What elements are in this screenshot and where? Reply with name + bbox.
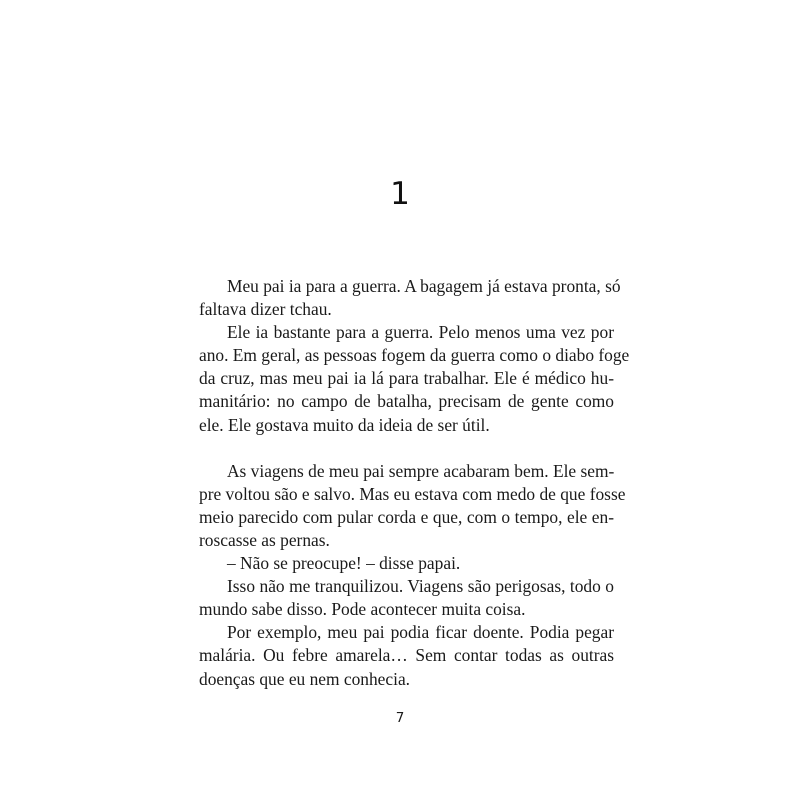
text-line: doenças que eu nem conhecia. <box>199 668 411 689</box>
text-line: manitário: no campo de batalha, precisam de gente como <box>199 391 614 412</box>
text-line: ele. Ele gostava muito da ideia de ser útil. <box>199 414 490 435</box>
text-line: ano. Em geral, as pessoas fogem da guerra como o diabo foge <box>199 345 630 366</box>
text-line: malária. Ou febre amarela… Sem contar todas as outras <box>199 645 614 666</box>
text-line: – Não se preocupe! – disse papai. <box>227 553 461 574</box>
text-line: da cruz, mas meu pai ia lá para trabalhar. Ele é médico hu- <box>199 368 614 389</box>
paragraph <box>199 575 614 621</box>
body-text <box>199 275 630 691</box>
section-break <box>199 437 614 460</box>
paragraph <box>199 621 614 690</box>
chapter-number: 1 <box>390 176 410 212</box>
text-line: mundo sabe disso. Pode acontecer muita coisa. <box>199 599 526 620</box>
dialogue-paragraph <box>199 552 614 575</box>
paragraph <box>199 275 621 321</box>
text-line: pre voltou são e salvo. Mas eu estava com medo de que fosse <box>199 483 626 504</box>
text-line: roscasse as pernas. <box>199 529 330 550</box>
paragraph <box>199 321 630 436</box>
text-line: faltava dizer tchau. <box>199 299 332 320</box>
page-number: 7 <box>395 710 405 726</box>
text-line: Por exemplo, meu pai podia ficar doente. Podia pegar <box>227 622 614 643</box>
text-line: Ele ia bastante para a guerra. Pelo menos uma vez por <box>227 322 614 343</box>
text-line: Meu pai ia para a guerra. A bagagem já estava pronta, só <box>227 276 621 296</box>
text-line: meio parecido com pular corda e que, com o tempo, ele en- <box>199 506 614 527</box>
text-line: As viagens de meu pai sempre acabaram bem. Ele sem- <box>227 460 615 481</box>
text-line: Isso não me tranquilizou. Viagens são perigosas, todo o <box>227 576 614 597</box>
paragraph <box>199 460 626 552</box>
